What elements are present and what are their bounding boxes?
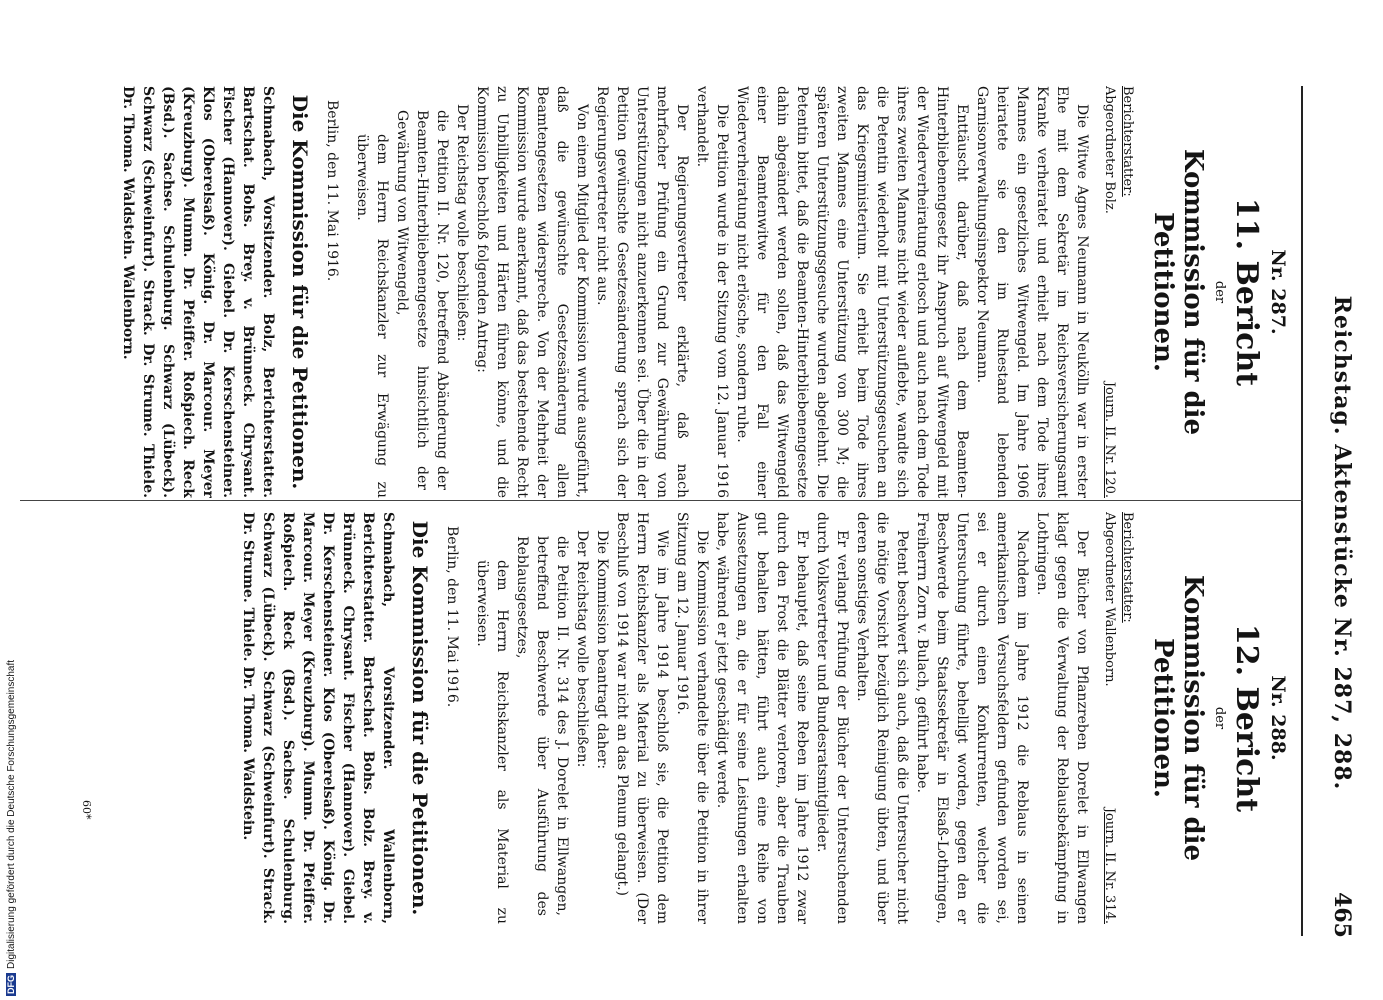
page-number: 465	[1329, 892, 1355, 938]
date-line: Berlin, den 11. Mai 1916.	[324, 100, 340, 282]
report-meta	[1100, 512, 1136, 924]
signature-heading: Die Kommission für die Petitionen.	[408, 520, 432, 916]
footer-mark: 60*	[80, 800, 93, 820]
commission-heading: Kommission für die Petitionen.	[1148, 574, 1208, 862]
paragraph: Der Regierungsvertreter erklärte, daß nach mehrfacher Prüfung ein Grund zur Gewährung von Unterstützungen nicht anzuerkennen sei. Über die in der Petition gewünschte Gesetzesänderung sprach sich der Regierungsvertreter nicht aus.	[594, 86, 690, 498]
resolution-pre: Die Kommission beantragt daher:	[594, 530, 610, 770]
rapporteur-role: Berichterstatter:	[1120, 512, 1135, 623]
paragraph: Nachdem im Jahre 1912 die Reblaus in seinen amerikanischen Versuchsfeldern gefunden worden sei, sei er durch einen Konkurrenten, welcher die Untersuchung führte, behelligt worden, gegen den er Beschwerde beim Staatssekretär in Elsaß-Lothringen, Freiherrn Zorn v. Bulach, geführt habe.	[914, 512, 1030, 924]
resolution-intro: Der Reichstag wolle beschließen:	[574, 530, 590, 768]
page-header	[1323, 78, 1363, 938]
referral: dem Herrn Reichskanzler zur Erwägung zu überweisen.	[354, 134, 390, 498]
signature-heading: Die Kommission für die Petitionen.	[288, 94, 312, 490]
report-meta	[1100, 86, 1136, 498]
report-title: 11. Bericht	[1229, 197, 1264, 387]
members-list: Schmabach, Vorsitzender. Bolz, Berichterstatter. Bartschat. Bohs. Brey. v. Brünneck. Chrysant. Fischer (Hannover). Giebel. Dr. Kerschensteiner. Klos (Oberelsaß). König. Dr. Marcour. Meyer (Kreuzburg). Mumm. Dr. Pfeiffer. Roßpiech. Reck (Bsd.). Sachse. Schulenburg. Schwarz (Lübeck). Schwarz (Schweinfurt). Strack. Dr. Strume. Thiele. Dr. Thoma. Waldstein. Wallenborn.	[120, 86, 276, 498]
commission-heading: Kommission für die Petitionen.	[1148, 148, 1208, 436]
members-list: Schmabach, Vorsitzender. Wallenborn, Berichterstatter. Bartschat. Bohs. Bolz. Brey. v. Brünneck. Chrysant. Fischer (Hannover). Giebel. Dr. Kerschensteiner. Klos (Oberelsaß). König. Dr. Marcour. Meyer (Kreuzburg). Mumm. Dr. Pfeiffer. Roßpiech. Reck (Bsd.). Sachse. Schulenburg. Schwarz (Lübeck). Schwarz (Schweinfurt). Strack. Dr. Strume. Thiele. Dr. Thoma. Waldstein.	[240, 512, 396, 924]
resolution-text: die Petition II. Nr. 120, betreffend Abänderung der Beamten-Hinterbliebenengesetze hinsichtlich der Gewährung von Witwengeld,	[394, 110, 450, 490]
rapporteur	[1100, 512, 1136, 687]
paragraph: Die Witwe Agnes Neumann in Neukölln war in erster Ehe mit dem Sekretär im Reichsversicherungsamt Kranke verheiratet und erhielt nach dem Tode ihres Mannes ein gesetzliches Witwengeld. Im Jahre 1906 heiratete sie den im Ruhestand lebenden Garnisonverwaltungsinspektor Neumann.	[974, 86, 1090, 498]
paragraph: Petent beschwert sich auch, daß die Untersucher nicht die nötige Vorsicht bezüglich Reinigung übten, und über deren sonstiges Verhalten.	[854, 512, 910, 924]
paragraph: Die Kommission verhandelte über die Petition in ihrer Sitzung am 12. Januar 1916.	[674, 512, 710, 924]
paragraph: Die Petition wurde in der Sitzung vom 12. Januar 1916 verhandelt.	[694, 86, 730, 498]
paragraph: Wie im Jahre 1914 beschloß sie, die Petition dem Herrn Reichskanzler als Material zu überweisen. (Der Beschluß von 1914 war nicht an das Plenum gelangt.)	[614, 512, 670, 924]
document-number: Nr. 288.	[1267, 675, 1289, 761]
credit-text: Digitalisierung gefördert durch die Deutsche Forschungsgemeinschaft	[5, 659, 17, 969]
report-der: der	[1212, 706, 1227, 730]
paragraph: Enttäuscht darüber, daß nach dem Beamten-Hinterbliebenengesetz ihr Anspruch auf Witwengeld mit der Wiederverheiratung erlosch und auch nach dem Tode ihres zweiten Mannes nicht wieder auflebte, wandte sich die Petentin wiederholt mit Unterstützungsgesuchen an das Kriegsministerium. Sie erhielt beim Tode ihres zweiten Mannes eine Unterstützung von 300 M; die späteren Unterstützungsgesuche wurden abgelehnt. Die Petentin bittet, daß die Beamten-Hinterbliebenengesetze dahin abgeändert werden sollen, daß das Witwengeld einer Beamtenwitwe für den Fall einer Wiederverheiratung nicht erlösche, sondern ruhe.	[734, 86, 970, 498]
referral: dem Herrn Reichskanzler als Material zu überweisen.	[474, 560, 510, 924]
journal-number: Journ. II. Nr. 314.	[1102, 807, 1117, 924]
paragraph: Er behauptet, daß seine Reben im Jahre 1912 zwar durch den Frost die Blätter verloren, aber die Trauben gut behalten hätten, führt auch eine Reihe von Aussetzungen an, die er für seine Leistungen erhalten habe, während er jetzt geschädigt werde.	[714, 512, 810, 924]
running-title: Reichstag. Aktenstücke Nr. 287, 288.	[1329, 295, 1355, 791]
date-line: Berlin, den 11. Mai 1916.	[444, 526, 460, 708]
header-rule	[1301, 86, 1303, 936]
dfg-logo: DFG	[6, 975, 16, 994]
rapporteur	[1100, 86, 1136, 214]
rapporteur-name: Abgeordneter Wallenborn.	[1102, 512, 1117, 687]
journal-number: Journ. II. Nr. 120.	[1102, 381, 1117, 498]
report-der: der	[1212, 280, 1227, 304]
column-report-288	[89, 512, 1299, 924]
paragraph: Er verlangt Prüfung der Bücher der Untersuchenden durch Volksvertreter und Bundesratsmitglieder.	[814, 512, 850, 924]
document-number: Nr. 287.	[1267, 249, 1289, 335]
rapporteur-role: Berichterstatter:	[1120, 86, 1135, 197]
column-divider	[20, 500, 1303, 501]
paragraph: Der Bücher von Pflanzreben Dorelet in Ellwangen klagt gegen die Verwaltung der Reblausbekämpfung in Lothringen.	[1034, 512, 1090, 924]
paragraph: Von einem Mitglied der Kommission wurde ausgeführt, daß die gewünschte Gesetzesänderung allen Beamtengesetzen widerspreche. Von der Mehrheit der Kommission wurde anerkannt, daß das bestehende Recht zu Unbilligkeiten und Härten führen könne, und die Kommission beschloß folgenden Antrag:	[474, 86, 590, 498]
resolution-intro: Der Reichstag wolle beschließen:	[454, 104, 470, 342]
resolution-text: die Petition II. Nr. 314 des J. Dorelet in Ellwangen, betreffend Beschwerde über Ausführung des Reblausgesetzes,	[514, 536, 570, 916]
column-report-287	[89, 86, 1299, 498]
report-title: 12. Bericht	[1229, 623, 1264, 813]
rapporteur-name: Abgeordneter Bolz.	[1102, 86, 1117, 214]
